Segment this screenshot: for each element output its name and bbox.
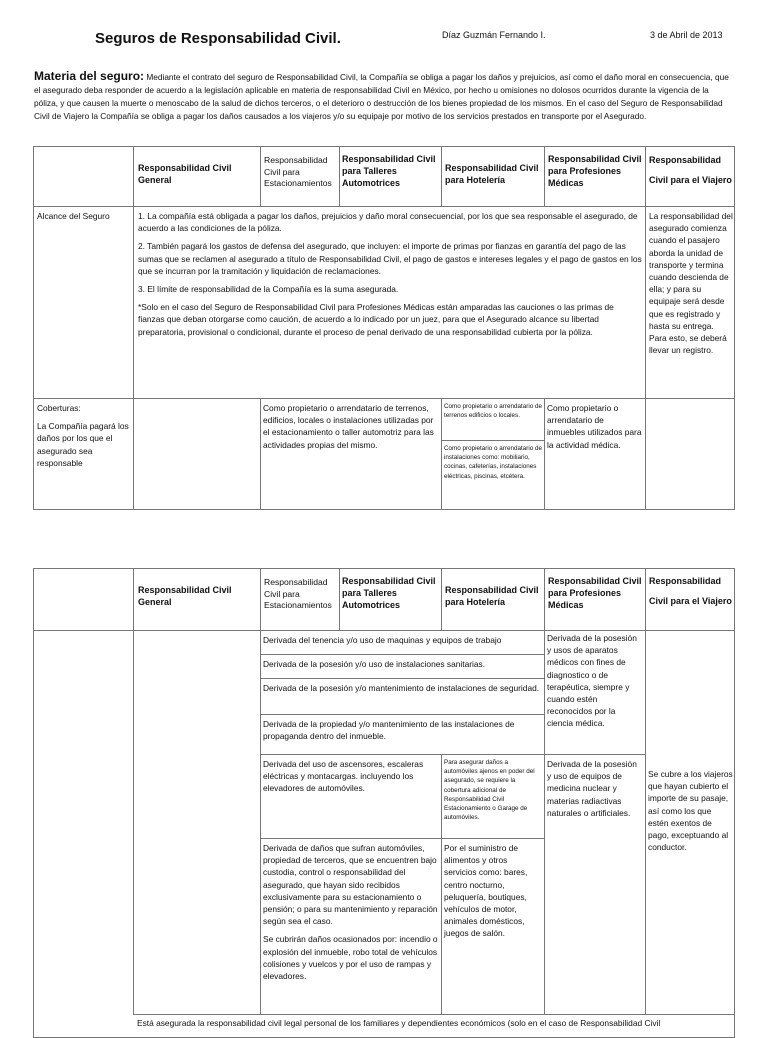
table-2-col-divider (260, 568, 261, 1014)
table-2-col-divider (645, 568, 646, 1014)
row-sanitarias-text: Derivada de la posesión y/o uso de instalaciones sanitarias. (263, 659, 486, 669)
table-2-row-divider (260, 678, 544, 679)
table-2-row-divider (260, 714, 544, 715)
row-custodia-text (263, 842, 439, 988)
table-2-header-divider (33, 630, 735, 631)
custodia-paragraph-2: Se cubrirán daños ocasionados por: incendio o explosión del inmueble, robo total de vehículos colisiones y vuelcos y por el uso de rampas y elevadores. (263, 934, 438, 982)
table-1-header-divider (33, 206, 735, 207)
viajero-cobertura-text: Se cubre a los viajeros que hayan cubierto el importe de su pasaje, así como los que estén exentos de pago, exceptuando al conductor. (648, 769, 733, 853)
row-propaganda-text: Derivada de la propiedad y/o mantenimiento de las instalaciones de propaganda dentro del inmueble. (263, 719, 515, 742)
hotel-suministro-text: Por el suministro de alimentos y otros servicios como: bares, centro nocturno, peluquería, boutiques, vehículos de motor, animales domésticos, juegos de salón. (444, 843, 528, 939)
alcance-paragraph-4: *Solo en el caso del Seguro de Responsabilidad Civil para Profesiones Médicas están amparadas las cauciones o las primas de fianzas que deban otorgarse como caución, de acuerdo a lo indicado por un juez, para que el Asegurado alcance su libertad preparatoria, provisional o condicional, durante el proceso de penal derivado de una responsabilidad cubierta por la póliza. (138, 302, 614, 337)
column-header-viajero: Responsabilidad Civil para el Viajero (649, 155, 732, 185)
alcance-paragraph-2: 2. También pagará los gastos de defensa del asegurado, que incluyen: el importe de primas por fianzas en garantía del pago de las sumas que se reclamen al asegurado a título de Responsabilidad Civil, el pago de gastos e intereses legales y el pago de gastos en los que se incurran por la tramitación y liquidación de reclamaciones. (138, 241, 642, 276)
column-header-viajero: Responsabilidad Civil para el Viajero (649, 576, 732, 606)
table-1-hotel-divider (441, 440, 544, 441)
table-1-col-divider (544, 398, 545, 510)
alcance-paragraph-3: 3. El límite de responsabilidad de la Compañía es la suma asegurada. (138, 284, 399, 295)
column-header-general: Responsabilidad Civil General (138, 585, 232, 607)
alcance-paragraph-1: 1. La compañía está obligada a pagar los daños, prejuicios y daño moral consecuencial, por los que sea responsable el asegurado, de acuerdo a las condiciones de la póliza. (138, 211, 638, 234)
table-2-col-divider (339, 568, 340, 630)
column-header-medicas: Responsabilidad Civil para Profesiones Médicas (548, 576, 642, 610)
coberturas-hotel-b-text: Como propietario o arrendatario de instalaciones como: mobiliario, cocinas, cafeterías, instalaciones eléctricas, piscinas, etcétera. (444, 445, 543, 480)
medicas-aparatos-text: Derivada de la posesión y usos de aparatos médicos con fines de diagnostico o de terapéutica, siempre y cuando estén reconocidos por la ciencia médica. (547, 633, 637, 729)
table-2-bottom-divider (133, 1014, 735, 1015)
table-2-col-divider (441, 568, 442, 630)
page-title: Seguros de Responsabilidad Civil. (95, 30, 341, 47)
custodia-paragraph-1: Derivada de daños que sufran automóviles, propiedad de terceros, que se encuentren bajo custodia, control o responsabilidad del asegurado, que hayan sido recibidos exclusivamente para su estacionamiento o pensión; o para su mantenimiento y reparación según sea el caso. (263, 843, 438, 927)
coberturas-sublabel: La Compañía pagará los daños por los que el asegurado sea responsable (37, 421, 129, 468)
column-header-estacionamientos: Responsabilidad Civil para Estacionamientos (264, 577, 332, 610)
row-maquinas-text: Derivada del tenencia y/o uso de maquinas y equipos de trabajo (263, 635, 502, 645)
table-1-col-divider (339, 146, 340, 206)
table-1-col-divider (645, 146, 646, 510)
table-2-row-divider (260, 838, 544, 839)
table-1-col-divider (441, 146, 442, 206)
column-header-talleres: Responsabilidad Civil para Talleres Automotrices (342, 576, 436, 610)
table-2-col-divider (441, 754, 442, 1014)
column-header-estacionamientos: Responsabilidad Civil para Estacionamientos (264, 155, 332, 188)
table-2-row-divider (260, 754, 645, 755)
column-header-general: Responsabilidad Civil General (138, 163, 232, 185)
alcance-viajero-text: La responsabilidad del asegurado comienza cuando el pasajero aborda la unidad de transporte y termina cuando descienda de ella; y para su equipaje será desde que es registrado y hasta su entrega. Para esto, se deberá llevar un registro. (649, 211, 733, 356)
footer-text: Está asegurada la responsabilidad civil legal personal de los familiares y dependientes económicos (solo en el caso de Responsabilidad Civil (137, 1018, 661, 1028)
table-1-col-divider (544, 146, 545, 206)
intro-paragraph (34, 70, 734, 123)
coberturas-medicas-text: Como propietario o arrendatario de inmuebles utilizados para la actividad médica. (547, 403, 642, 450)
document-date: 3 de Abril de 2013 (650, 30, 723, 40)
intro-lead: Materia del seguro: (34, 69, 145, 83)
table-2-col-divider (544, 568, 545, 1014)
table-1-col-divider (441, 398, 442, 510)
table-2-row-divider (260, 654, 544, 655)
coberturas-estac-talleres-text: Como propietario o arrendatario de terrenos, edificios, locales o instalaciones utilizadas por el estacionamiento o taller automotriz para las actividades propias del mismo. (263, 403, 434, 450)
row-label-coberturas (37, 402, 131, 469)
hotel-automoviles-text: Para asegurar daños a automóviles ajenos en poder del asegurado, se requiere la cobertura adicional de Responsabilidad Civil Estacionamiento o Garage de automóviles. (444, 759, 535, 822)
row-ascensores-text: Derivada del uso de ascensores, escaleras eléctricas y montacargas. incluyendo los elevadores de automóviles. (263, 759, 424, 794)
column-header-hoteleria: Responsabilidad Civil para Hotelería (445, 163, 539, 185)
table-1-col-divider (260, 398, 261, 510)
intro-text: Mediante el contrato del seguro de Responsabilidad Civil, la Compañía se obliga a pagar los daños y prejuicios, así como el daño moral en consecuencia, que el asegurado deba responder de acuerdo a la legislación aplicable en materia de responsabilidad Civil en México, por hecho u omisiones no dolosos ocurridos durante la vigencia de la póliza, y que causen la muerte o menoscabo de la salud de dichos terceros, o el deterioro o destrucción de los bienes propiedad de los mismos. En el caso del Seguro de Responsabilidad Civil de Viajero la Compañía se obliga a pagar los daños causados a los viajeros y/o su equipaje por motivo de los servicios prestados en transporte por el Asegurado. (34, 72, 729, 121)
table-1-row-divider (33, 398, 735, 399)
coberturas-hotel-a-text: Como propietario o arrendatario de terrenos edificios o locales. (444, 403, 543, 420)
alcance-text (138, 210, 642, 344)
column-header-hoteleria: Responsabilidad Civil para Hotelería (445, 585, 539, 607)
table-1-col-divider (133, 146, 134, 510)
row-label-alcance: Alcance del Seguro (37, 211, 110, 221)
table-1-col-divider (260, 146, 261, 206)
author-name: Díaz Guzmán Fernando I. (442, 30, 546, 40)
column-header-talleres: Responsabilidad Civil para Talleres Automotrices (342, 154, 436, 188)
table-2-col-divider (133, 568, 134, 1014)
medicas-nuclear-text: Derivada de la posesión y uso de equipos de medicina nuclear y materias radiactivas naturales o artificiales. (547, 759, 637, 818)
row-seguridad-text: Derivada de la posesión y/o mantenimiento de instalaciones de seguridad. (263, 683, 540, 693)
column-header-medicas: Responsabilidad Civil para Profesiones Médicas (548, 154, 642, 188)
coberturas-label: Coberturas: (37, 403, 81, 413)
